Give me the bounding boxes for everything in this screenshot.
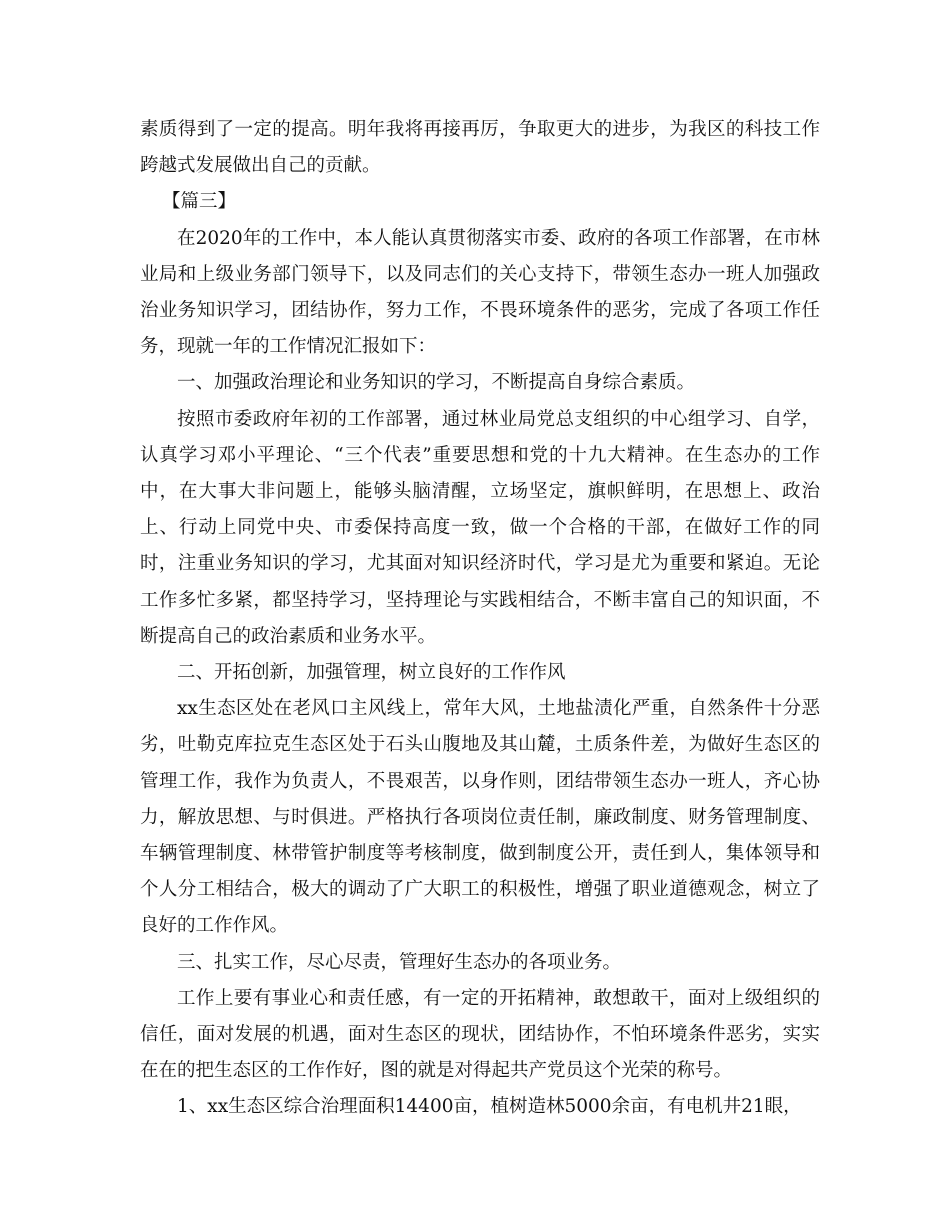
document-body <box>140 112 820 1126</box>
paragraph-item-1: 1、xx生态区综合治理面积14400亩，植树造林5000余亩，有电机井21眼， <box>177 1096 802 1118</box>
paragraph-responsibility: 工作上要有事业心和责任感，有一定的开拓精神，敢想敢干，面对上级组织的信任，面对发展的机遇，面对生态区的现状，团结协作，不怕环境条件恶劣，实实在在的把生态区的工作作好，图的就是对得起共产党员这个光荣的称号。 <box>140 987 820 1082</box>
paragraph-study: 按照市委政府年初的工作部署，通过林业局党总支组织的中心组学习、自学，认真学习邓小平理论、“三个代表”重要思想和党的十九大精神。在生态办的工作中，在大事大非问题上，能够头脑清醒，立场坚定，旗帜鲜明，在思想上、政治上、行动上同党中央、市委保持高度一致，做一个合格的干部，在做好工作的同时，注重业务知识的学习，尤其面对知识经济时代，学习是尤为重要和紧迫。无论工作多忙多紧，都坚持学习，坚持理论与实践相结合，不断丰富自己的知识面，不断提高自己的政治素质和业务水平。 <box>140 408 820 647</box>
paragraph-intro: 在2020年的工作中，本人能认真贯彻落实市委、政府的各项工作部署，在市林业局和上级业务部门领导下，以及同志们的关心支持下，带领生态办一班人加强政治业务知识学习，团结协作，努力工作，不畏环境条件的恶劣，完成了各项工作任务，现就一年的工作情况汇报如下： <box>140 227 820 358</box>
heading-three: 三、扎实工作，尽心尽责，管理好生态办的各项业务。 <box>177 951 622 973</box>
paragraph-management: xx生态区处在老风口主风线上，常年大风，土地盐渍化严重，自然条件十分恶劣，吐勒克库拉克生态区处于石头山腹地及其山麓，土质条件差，为做好生态区的管理工作，我作为负责人，不畏艰苦，以身作则，团结带领生态办一班人，齐心协力，解放思想、与时俱进。严格执行各项岗位责任制，廉政制度、财务管理制度、车辆管理制度、林带管护制度等考核制度，做到制度公开，责任到人，集体领导和个人分工相结合，极大的调动了广大职工的积极性，增强了职业道德观念，树立了良好的工作作风。 <box>140 698 820 937</box>
heading-one: 一、加强政治理论和业务知识的学习，不断提高自身综合素质。 <box>177 372 696 394</box>
paragraph-continuation: 素质得到了一定的提高。明年我将再接再厉，争取更大的进步，为我区的科技工作跨越式发展做出自己的贡献。 <box>140 119 820 177</box>
section-label: 【篇三】 <box>162 191 237 213</box>
heading-two: 二、开拓创新，加强管理，树立良好的工作作风 <box>177 662 566 684</box>
